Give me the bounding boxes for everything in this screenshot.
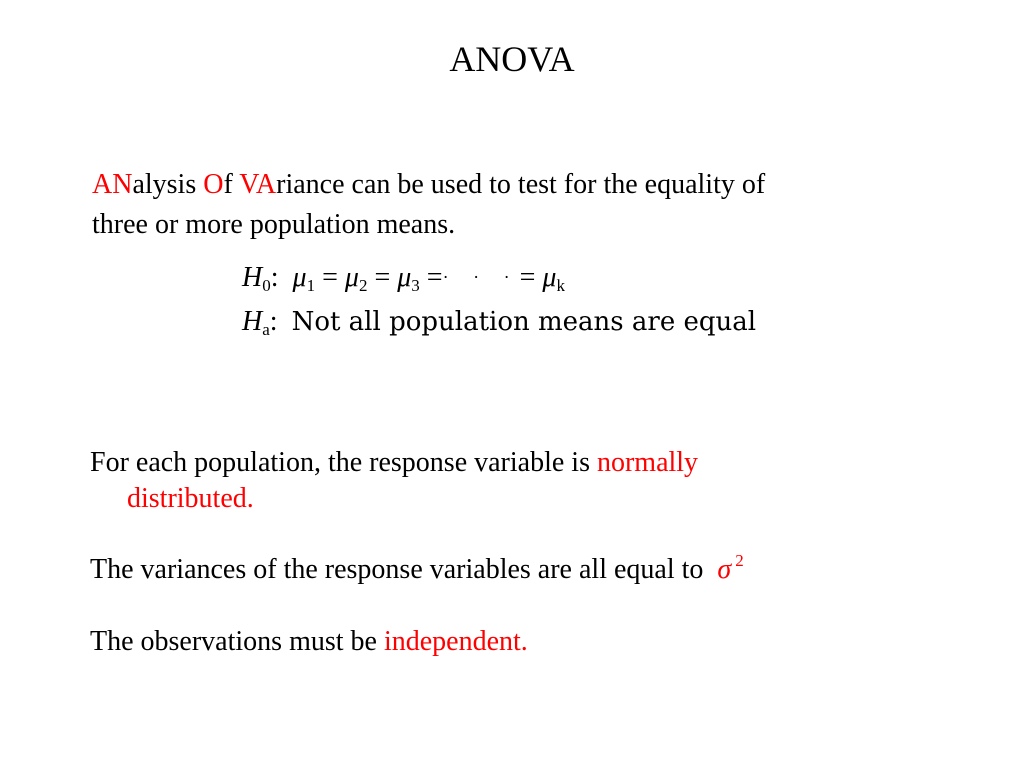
normality-keyword-cont: distributed. <box>127 483 254 514</box>
mu-2: μ <box>344 262 359 293</box>
ha-colon: : <box>269 306 278 337</box>
intro-alysis: alysis <box>132 169 204 200</box>
mu-2-sub: 2 <box>358 276 368 295</box>
h0-subscript: 0 <box>262 276 271 295</box>
h0-colon: : <box>270 262 279 293</box>
eq-1: = <box>322 262 338 293</box>
independence-text: The observations must be <box>90 626 384 657</box>
variance-text: The variances of the response variables are all equal to <box>90 554 704 585</box>
assumption-equal-variance <box>90 543 744 588</box>
normality-keyword: normally <box>596 447 699 478</box>
mu-3-sub: 3 <box>411 276 420 295</box>
assumption-normality <box>90 445 698 481</box>
ha-subscript: a <box>262 320 270 339</box>
intro-an: AN <box>92 169 133 200</box>
mu-1-sub: 1 <box>306 276 316 295</box>
ellipsis-dots: · · · <box>442 267 520 287</box>
intro-o: O <box>203 169 224 200</box>
sigma-exponent: 2 <box>735 551 744 570</box>
mu-3: μ <box>397 262 412 293</box>
intro-rest: riance can be used to test for the equality of <box>276 169 766 200</box>
intro-line2: three or more population means. <box>92 209 456 240</box>
assumption-independence <box>90 624 528 660</box>
normality-text: For each population, the response variable is <box>90 447 597 478</box>
eq-4: = <box>519 262 536 293</box>
h0-symbol: H <box>242 262 263 293</box>
mu-1: μ <box>292 262 307 293</box>
mu-k-sub: k <box>556 276 565 295</box>
mu-k: μ <box>542 262 557 293</box>
independence-keyword: independent. <box>383 626 528 657</box>
alternative-hypothesis <box>242 306 756 340</box>
intro-f: f <box>223 169 240 200</box>
ha-statement: Not all population means are equal <box>291 307 757 337</box>
intro-va: VA <box>239 169 277 200</box>
sigma-symbol: σ <box>717 554 732 585</box>
slide-title: ANOVA <box>449 39 575 79</box>
intro-paragraph <box>92 165 952 245</box>
eq-3: = <box>426 262 443 293</box>
eq-2: = <box>374 262 391 293</box>
null-hypothesis <box>242 262 565 296</box>
ha-symbol: H <box>242 306 263 337</box>
